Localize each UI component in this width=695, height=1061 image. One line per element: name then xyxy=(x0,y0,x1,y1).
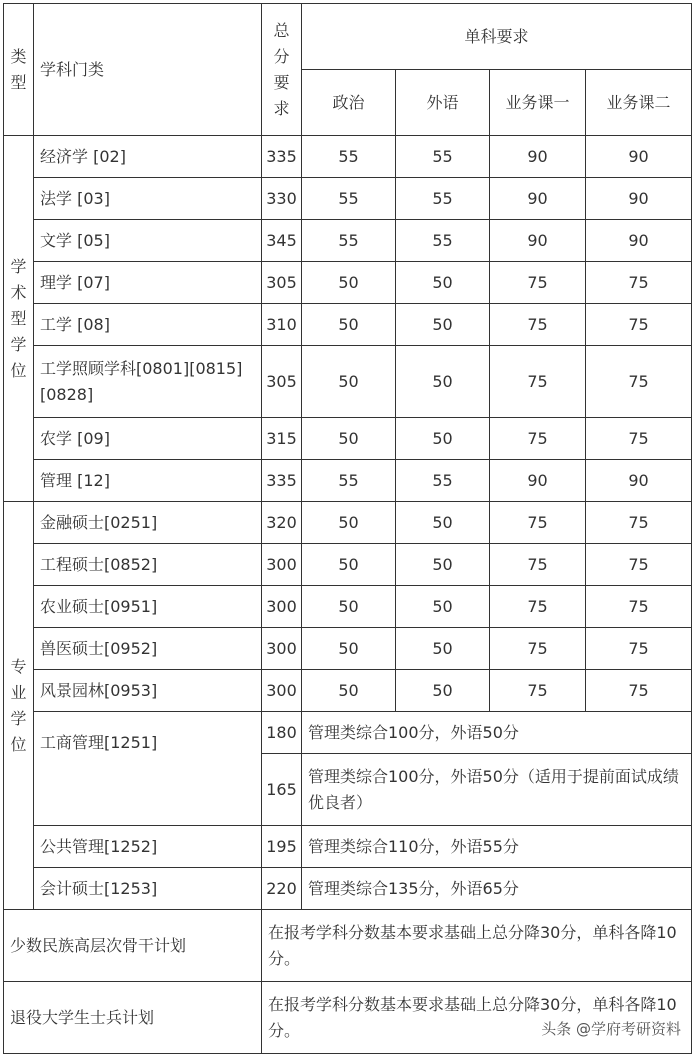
discipline-name: 金融硕士[0251] xyxy=(34,502,262,544)
table-row xyxy=(4,586,692,628)
total-score: 180 xyxy=(262,712,302,754)
subject-score: 50 xyxy=(396,304,490,346)
total-score: 300 xyxy=(262,670,302,712)
subject-score: 75 xyxy=(586,346,692,418)
subject-score: 50 xyxy=(396,346,490,418)
table-row xyxy=(4,178,692,220)
subject-score: 90 xyxy=(586,136,692,178)
plan-name: 退役大学生士兵计划 xyxy=(4,982,262,1054)
subject-score: 50 xyxy=(302,628,396,670)
discipline-name: 理学 [07] xyxy=(34,262,262,304)
requirement-note: 管理类综合135分，外语65分 xyxy=(302,868,692,910)
table-row xyxy=(4,826,692,868)
subject-score: 50 xyxy=(396,586,490,628)
header-foreign-language: 外语 xyxy=(396,70,490,136)
plan-name: 少数民族高层次骨干计划 xyxy=(4,910,262,982)
table-row xyxy=(4,544,692,586)
discipline-name: 法学 [03] xyxy=(34,178,262,220)
discipline-name: 工学照顾学科[0801][0815][0828] xyxy=(34,346,262,418)
subject-score: 90 xyxy=(490,178,586,220)
table-row xyxy=(4,418,692,460)
subject-score: 75 xyxy=(586,670,692,712)
subject-score: 90 xyxy=(586,178,692,220)
subject-score: 50 xyxy=(302,670,396,712)
subject-score: 90 xyxy=(490,460,586,502)
watermark-text: 头条 @学府考研资料 xyxy=(541,1020,681,1038)
total-score: 220 xyxy=(262,868,302,910)
subject-score: 55 xyxy=(396,178,490,220)
subject-score: 75 xyxy=(586,262,692,304)
table-row xyxy=(4,460,692,502)
subject-score: 55 xyxy=(396,220,490,262)
subject-score: 50 xyxy=(302,586,396,628)
subject-score: 55 xyxy=(396,460,490,502)
discipline-name: 工学 [08] xyxy=(34,304,262,346)
subject-score: 55 xyxy=(396,136,490,178)
subject-score: 55 xyxy=(302,220,396,262)
subject-score: 75 xyxy=(490,586,586,628)
total-score: 305 xyxy=(262,262,302,304)
header-politics: 政治 xyxy=(302,70,396,136)
subject-score: 55 xyxy=(302,460,396,502)
group-academic-degree: 学 术 型 学 位 xyxy=(4,136,34,502)
subject-score: 75 xyxy=(586,586,692,628)
subject-score: 75 xyxy=(586,628,692,670)
subject-score: 50 xyxy=(302,304,396,346)
subject-score: 50 xyxy=(302,502,396,544)
discipline-name: 兽医硕士[0952] xyxy=(34,628,262,670)
subject-score: 50 xyxy=(302,544,396,586)
subject-score: 90 xyxy=(490,220,586,262)
subject-score: 75 xyxy=(586,418,692,460)
header-type: 类 型 xyxy=(4,4,34,136)
requirement-note: 管理类综合110分，外语55分 xyxy=(302,826,692,868)
table-row xyxy=(4,502,692,544)
requirement-note: 管理类综合100分，外语50分 xyxy=(302,712,692,754)
discipline-name: 经济学 [02] xyxy=(34,136,262,178)
subject-score: 75 xyxy=(490,628,586,670)
total-score: 310 xyxy=(262,304,302,346)
subject-score: 75 xyxy=(586,502,692,544)
total-score: 320 xyxy=(262,502,302,544)
subject-score: 50 xyxy=(396,670,490,712)
subject-score: 75 xyxy=(586,304,692,346)
subject-score: 90 xyxy=(586,460,692,502)
total-score: 335 xyxy=(262,460,302,502)
subject-score: 50 xyxy=(396,502,490,544)
subject-score: 55 xyxy=(302,178,396,220)
subject-score: 50 xyxy=(396,628,490,670)
discipline-name: 文学 [05] xyxy=(34,220,262,262)
discipline-name: 农业硕士[0951] xyxy=(34,586,262,628)
discipline-name: 农学 [09] xyxy=(34,418,262,460)
group-professional-degree: 专 业 学 位 xyxy=(4,502,34,910)
header-course-one: 业务课一 xyxy=(490,70,586,136)
subject-score: 50 xyxy=(396,544,490,586)
header-discipline: 学科门类 xyxy=(34,4,262,136)
subject-score: 50 xyxy=(396,418,490,460)
table-row xyxy=(4,136,692,178)
subject-score: 50 xyxy=(302,418,396,460)
watermark xyxy=(541,1018,681,1039)
total-score: 300 xyxy=(262,586,302,628)
header-single: 单科要求 xyxy=(302,4,692,70)
header-course-two: 业务课二 xyxy=(586,70,692,136)
subject-score: 90 xyxy=(586,220,692,262)
discipline-name: 工商管理[1251] xyxy=(34,712,262,826)
subject-score: 75 xyxy=(490,670,586,712)
table-row xyxy=(4,262,692,304)
total-score: 315 xyxy=(262,418,302,460)
table-row xyxy=(4,220,692,262)
discipline-name: 公共管理[1252] xyxy=(34,826,262,868)
discipline-name: 会计硕士[1253] xyxy=(34,868,262,910)
total-score: 165 xyxy=(262,754,302,826)
total-score: 330 xyxy=(262,178,302,220)
discipline-name: 管理 [12] xyxy=(34,460,262,502)
table-row xyxy=(4,670,692,712)
subject-score: 50 xyxy=(396,262,490,304)
plan-note: 在报考学科分数基本要求基础上总分降30分，单科各降10分。 xyxy=(262,982,692,1054)
subject-score: 50 xyxy=(302,346,396,418)
subject-score: 75 xyxy=(490,262,586,304)
plan-note: 在报考学科分数基本要求基础上总分降30分，单科各降10分。 xyxy=(262,910,692,982)
header-total: 总 分 要 求 xyxy=(262,4,302,136)
subject-score: 75 xyxy=(490,346,586,418)
subject-score: 55 xyxy=(302,136,396,178)
subject-score: 75 xyxy=(490,544,586,586)
total-score: 345 xyxy=(262,220,302,262)
total-score: 335 xyxy=(262,136,302,178)
subject-score: 75 xyxy=(490,502,586,544)
subject-score: 75 xyxy=(490,418,586,460)
subject-score: 75 xyxy=(586,544,692,586)
requirement-note: 管理类综合100分，外语50分（适用于提前面试成绩优良者） xyxy=(302,754,692,826)
table-row xyxy=(4,868,692,910)
subject-score: 90 xyxy=(490,136,586,178)
table-row xyxy=(4,304,692,346)
total-score: 300 xyxy=(262,544,302,586)
subject-score: 75 xyxy=(490,304,586,346)
total-score: 300 xyxy=(262,628,302,670)
total-score: 195 xyxy=(262,826,302,868)
score-requirements-table xyxy=(3,3,692,1054)
discipline-name: 工程硕士[0852] xyxy=(34,544,262,586)
total-score: 305 xyxy=(262,346,302,418)
subject-score: 50 xyxy=(302,262,396,304)
table-row xyxy=(4,628,692,670)
discipline-name: 风景园林[0953] xyxy=(34,670,262,712)
table-row xyxy=(4,712,692,754)
table-row xyxy=(4,346,692,418)
table-row xyxy=(4,910,692,982)
